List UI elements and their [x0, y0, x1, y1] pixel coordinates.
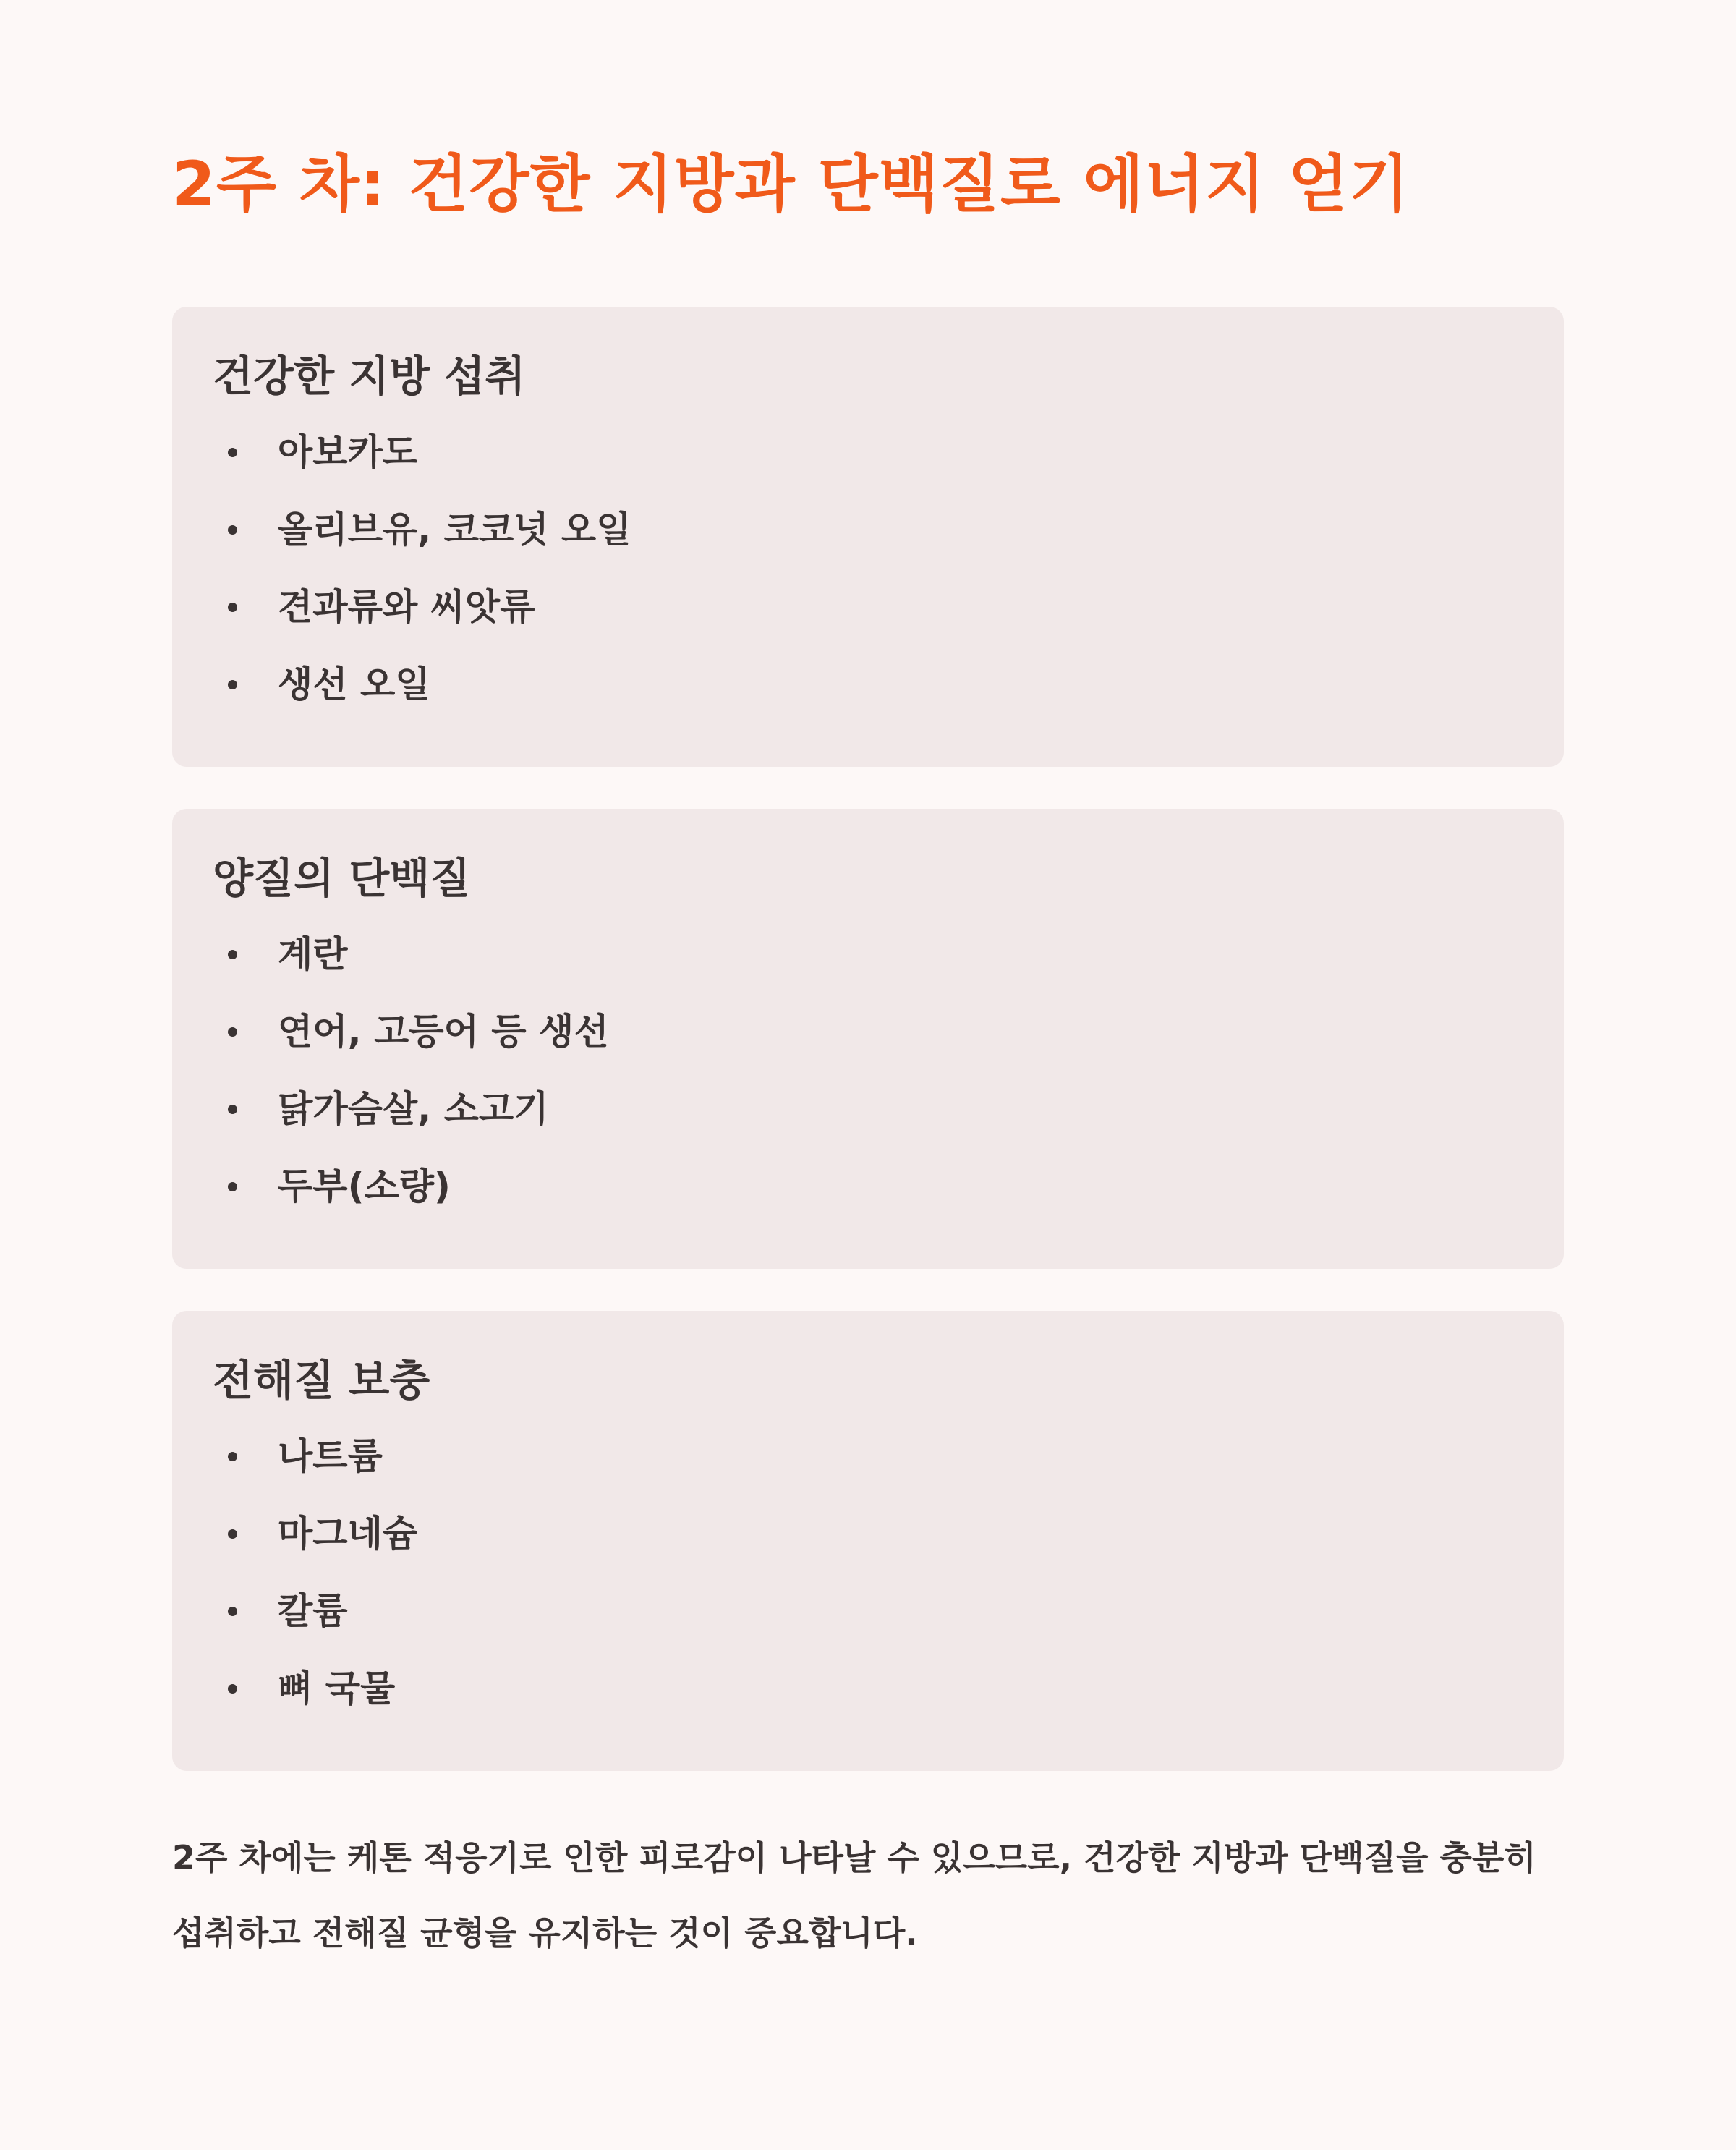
bullet-icon	[228, 1182, 237, 1191]
section-title: 양질의 단백질	[213, 854, 471, 903]
list-item-label: 연어, 고등어 등 생선	[278, 1011, 609, 1053]
bullet-icon	[228, 1105, 237, 1114]
bullet-icon	[228, 1027, 237, 1037]
section-healthy-fats	[172, 307, 1564, 767]
item-list	[213, 923, 1523, 1233]
list-item	[213, 1503, 1523, 1580]
bullet-icon	[228, 1684, 237, 1694]
list-item-label: 닭가슴살, 소고기	[278, 1088, 549, 1130]
bullet-icon	[228, 448, 237, 457]
list-item	[213, 923, 1523, 1000]
list-item	[213, 1078, 1523, 1155]
list-item-label: 계란	[278, 933, 348, 975]
list-item-label: 두부(소량)	[278, 1165, 451, 1207]
section-title: 전해질 보충	[213, 1356, 430, 1405]
bullet-icon	[228, 525, 237, 535]
list-item-label: 생선 오일	[278, 663, 430, 705]
list-item-label: 올리브유, 코코넛 오일	[278, 509, 631, 551]
list-item-label: 칼륨	[278, 1590, 348, 1632]
list-item-label: 나트륨	[278, 1435, 383, 1477]
bullet-icon	[228, 680, 237, 689]
section-quality-protein	[172, 809, 1564, 1269]
list-item-label: 뼈 국물	[278, 1667, 396, 1709]
page-content	[172, 145, 1564, 1971]
page-title: 2주 차: 건강한 지방과 단백질로 에너지 얻기	[172, 148, 1410, 221]
section-title: 건강한 지방 섭취	[213, 352, 526, 401]
summary-paragraph: 2주 차에는 케톤 적응기로 인한 피로감이 나타날 수 있으므로, 건강한 지방과 단백질을 충분히 섭취하고 전해질 균형을 유지하는 것이 중요합니다.	[172, 1838, 1536, 1953]
list-item	[213, 653, 1523, 731]
bullet-icon	[228, 1607, 237, 1616]
list-item	[213, 421, 1523, 498]
list-item	[213, 1657, 1523, 1735]
item-list	[213, 421, 1523, 731]
list-item-label: 견과류와 씨앗류	[278, 586, 535, 628]
section-electrolytes	[172, 1311, 1564, 1771]
list-item	[213, 1580, 1523, 1657]
list-item	[213, 1000, 1523, 1078]
list-item	[213, 1155, 1523, 1233]
bullet-icon	[228, 603, 237, 612]
item-list	[213, 1425, 1523, 1735]
bullet-icon	[228, 1529, 237, 1539]
list-item-label: 아보카도	[278, 431, 418, 473]
list-item-label: 마그네슘	[278, 1513, 418, 1555]
bullet-icon	[228, 1452, 237, 1461]
bullet-icon	[228, 950, 237, 959]
list-item	[213, 1425, 1523, 1503]
list-item	[213, 498, 1523, 576]
list-item	[213, 576, 1523, 653]
